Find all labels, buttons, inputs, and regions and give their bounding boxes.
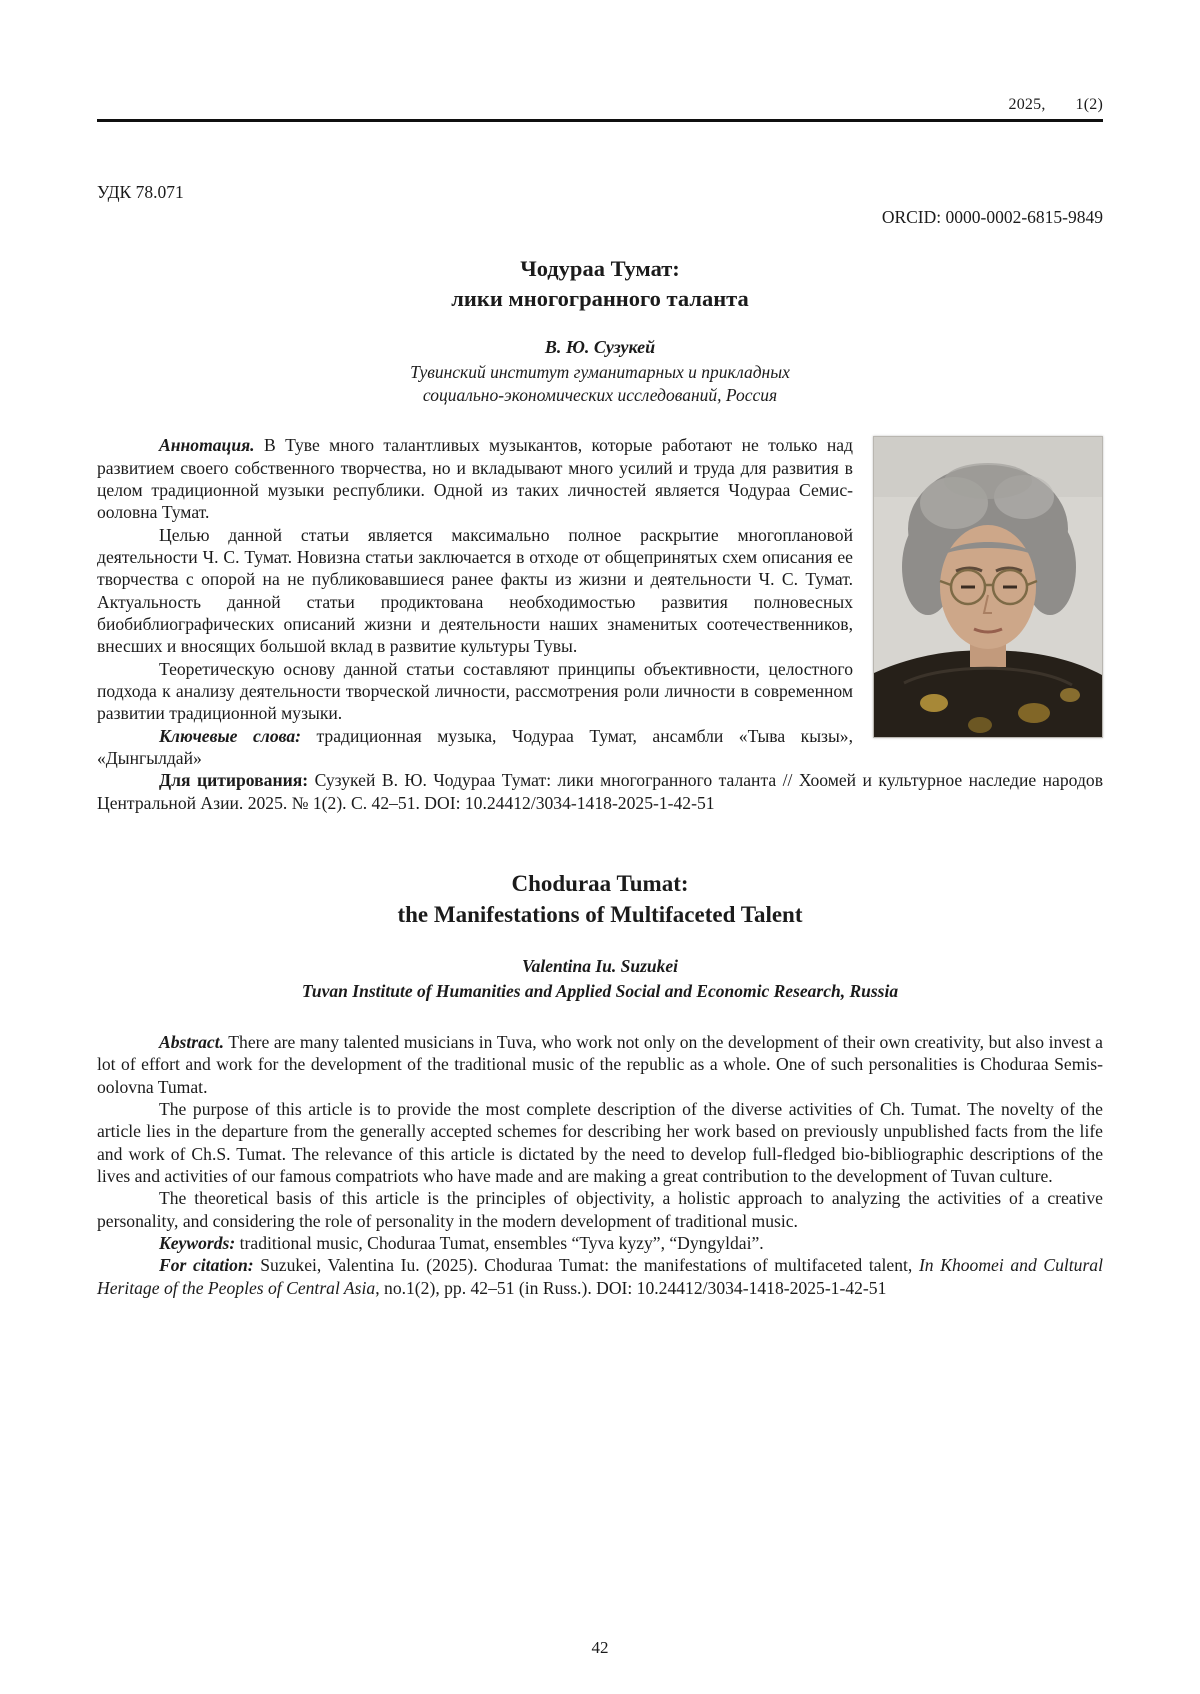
keywords-label-ru: Ключевые слова:: [159, 725, 302, 746]
author-photo: [873, 436, 1103, 738]
affiliation-ru-line1: Тувинский институт гуманитарных и прикладных: [410, 361, 790, 382]
keywords-text-ru: традиционная музыка, Чодураа Тумат, ансамбли «Тыва кызы», «Дынгылдай»: [97, 725, 853, 769]
abstract-block-en: [97, 1031, 1103, 1299]
affiliation-ru-line2: социально-экономических исследований, Россия: [422, 384, 778, 405]
abstract-paragraph-en: [97, 1031, 1103, 1098]
abstract-text-en: There are many talented musicians in Tuva, who work not only on the development of their own creativity, but also invest a lot of effort and work for the development of the traditional music of the republic as a whole. One of such personalities is Choduraa Semis-oolovna Tumat.: [97, 1031, 1103, 1097]
abstract-text-ru: В Туве много талантливых музыкантов, которые работают не только над развитием своего собственного творчества, но и вкладывают много усилий и труда для развития в целом традиционной музыки республики. Одной из таких личностей является Чодураа Семис-ооловна Тумат.: [97, 435, 853, 523]
keywords-label-en: Keywords:: [159, 1233, 236, 1254]
keywords-text-en: traditional music, Choduraa Tumat, ensembles “Tyva kyzy”, “Dyngyldai”.: [239, 1233, 764, 1254]
citation-label-en: For citation:: [159, 1255, 254, 1276]
paragraph-en-3: The theoretical basis of this article is the principles of objectivity, a holistic approach to analyzing the activities of a creative personality, and considering the role of personality in the modern development of traditional music.: [97, 1188, 1103, 1231]
running-head: [97, 0, 1103, 114]
author-en: Valentina Iu. Suzukei: [521, 956, 679, 977]
citation-label-ru: Для цитирования:: [159, 770, 309, 791]
author-photo-illustration: [874, 437, 1102, 737]
article-title-en: [97, 868, 1103, 930]
article-title-en-line1: Choduraa Tumat:: [511, 871, 689, 897]
abstract-label-en: Abstract.: [159, 1031, 225, 1052]
citation-text-ru: Сузукей В. Ю. Чодураа Тумат: лики многогранного таланта // Хоомей и культурное наследие народов Центральной Азии. 2025. № 1(2). С. 42–51. DOI: 10.24412/3034-1418-2025-1-42-51: [97, 770, 1103, 813]
abstract-label-ru: Аннотация.: [159, 435, 255, 456]
header-rule: [97, 119, 1103, 122]
running-head-year: 2025,: [1008, 96, 1046, 113]
udc-code: УДК 78.071: [97, 182, 184, 202]
keywords-en: [97, 1232, 1103, 1254]
abstract-block-ru: [97, 434, 1103, 814]
citation-ru: [97, 769, 1103, 814]
article-title-ru-line1: Чодураа Тумат:: [520, 256, 680, 281]
paragraph-en-2: The purpose of this article is to provide the most complete description of the diverse activities of Ch. Tumat. The novelty of the article lies in the departure from the generally accepted schemes for describing her work based on previously unpublished facts from the life and work of Ch.S. Tumat. The relevance of this article is dictated by the need to develop full-fledged bio-bibliographic descriptions of the lives and activities of our famous compatriots who have made and are making a great contribution to the development of Tuvan culture.: [97, 1098, 1103, 1186]
article-title-en-line2: the Manifestations of Multifaceted Talent: [397, 902, 803, 928]
running-head-issue: 1(2): [1075, 96, 1103, 113]
paragraph-ru-2: Целью данной статьи является максимально полное раскрытие многоплановой деятельности Ч. С. Тумат. Новизна статьи заключается в отходе от общепринятых схем описания ее творчества с опорой на не публиковавшиеся ранее факты из жизни и деятельности Ч. С. Тумат. Актуальность данной статьи продиктована необходимостью развития полновесных биобиблиографических описаний жизни и деятельности наших знаменитых соотечественников, внесших и вносящих большой вклад в развитие культуры Тувы.: [97, 524, 853, 657]
orcid-id: ORCID: 0000-0002-6815-9849: [881, 207, 1103, 227]
citation-text-en-pre: Suzukei, Valentina Iu. (2025). Choduraa Tumat: the manifestations of multifaceted talent,: [260, 1255, 913, 1276]
page-number: 42: [591, 1638, 609, 1657]
paragraph-ru-3: Теоретическую основу данной статьи составляют принципы объективности, целостного подхода к анализу деятельности творческой личности, рассмотрения роли личности в современном развитии традиционной музыки.: [97, 658, 853, 724]
author-ru: В. Ю. Сузукей: [544, 336, 656, 357]
citation-en: [97, 1254, 1103, 1299]
article-title-ru: [97, 254, 1103, 315]
citation-journal-en: In Khoomei and Cultural Heritage of the Peoples of Central Asia: [97, 1255, 1103, 1298]
citation-text-en-post: , no.1(2), pp. 42–51 (in Russ.). DOI: 10.24412/3034-1418-2025-1-42-51: [375, 1277, 887, 1298]
affiliation-ru: [97, 361, 1103, 407]
affiliation-en: Tuvan Institute of Humanities and Applied Social and Economic Research, Russia: [301, 981, 899, 1002]
article-title-ru-line2: лики многогранного таланта: [451, 286, 749, 312]
